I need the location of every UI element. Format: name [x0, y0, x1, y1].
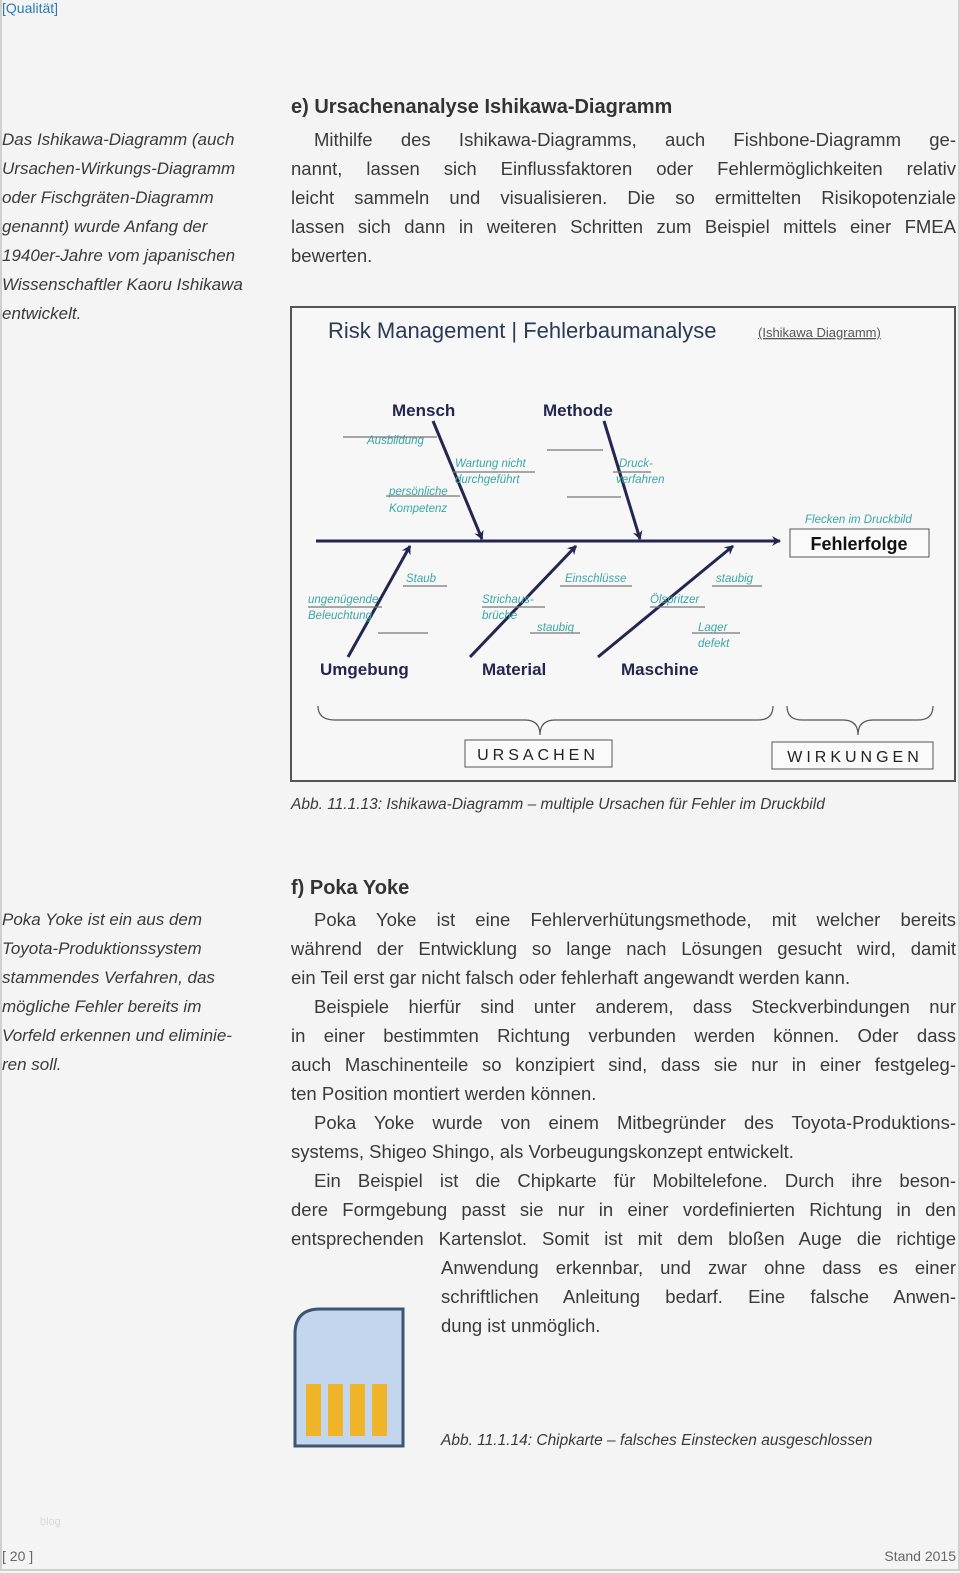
sidenote-line: oder Fischgräten-Diagramm	[2, 188, 214, 207]
ishikawa-diagram	[290, 306, 956, 782]
body-line: während der Entwicklung so lange nach Lösungen gesucht wird, damit	[291, 938, 956, 959]
watermark: blog	[40, 1516, 61, 1528]
sidenote-poka-yoke	[2, 905, 264, 1079]
sidenote-line: genannt) wurde Anfang der	[2, 217, 208, 236]
sidenote-line: Vorfeld erkennen und eliminie-	[2, 1026, 232, 1045]
effects-label: WIRKUNGEN	[787, 749, 923, 766]
sidenote-line: ren soll.	[2, 1055, 62, 1074]
category-umgebung: Umgebung	[320, 660, 409, 679]
body-line: dere Formgebung passt sie nur in einer vordefinierten Richtung in den	[291, 1199, 956, 1220]
sidenote-line: Ursachen-Wirkungs-Diagramm	[2, 159, 236, 178]
cause-label: Wartung nicht	[455, 458, 526, 470]
sidenote-line: entwickelt.	[2, 304, 82, 323]
footer-stand: Stand 2015	[884, 1548, 956, 1564]
figure-caption-chipcard: Abb. 11.1.14: Chipkarte – falsches Einstecken ausgeschlossen	[441, 1432, 873, 1449]
sidenote-line: Poka Yoke ist ein aus dem	[2, 910, 203, 929]
body-line: Poka Yoke ist eine Fehlerverhütungsmethode, mit welcher bereits	[314, 909, 956, 930]
body-line: dung ist unmöglich.	[441, 1315, 601, 1336]
body-line: leicht sammeln und visualisieren. Die so ermittelten Risikopotenziale	[291, 187, 956, 208]
cause-label: Beleuchtung	[308, 610, 372, 622]
cause-label: Strichaus-	[482, 594, 534, 606]
cause-label: Kompetenz	[389, 503, 448, 515]
body-line: auch Maschinenteile so konzipiert sind, dass sie nur in einer festgeleg-	[291, 1054, 956, 1075]
body-line: Beispiele hierfür sind unter anderem, dass Steckverbindungen nur	[314, 996, 956, 1017]
sidenote-line: Das Ishikawa-Diagramm (auch	[2, 130, 235, 149]
cause-label: defekt	[698, 638, 730, 650]
section-header: [Qualität]	[2, 0, 59, 16]
cause-label: Ölspritzer	[650, 594, 700, 606]
diagram-subtitle: (Ishikawa Diagramm)	[758, 325, 881, 340]
category-maschine: Maschine	[621, 660, 699, 679]
diagram-title: Risk Management | Fehlerbaumanalyse	[328, 318, 717, 343]
body-line: nannt, lassen sich Einflussfaktoren oder Fehlermöglichkeiten relativ	[291, 158, 956, 179]
category-methode: Methode	[543, 401, 613, 420]
body-line: schriftlichen Anleitung bedarf. Eine falsche Anwen-	[441, 1286, 956, 1307]
category-material: Material	[482, 660, 547, 679]
body-line: Ein Beispiel ist die Chipkarte für Mobiltelefone. Durch ihre beson-	[314, 1170, 956, 1191]
page-number: [ 20 ]	[2, 1548, 34, 1564]
effect-label: Fehlerfolge	[810, 534, 908, 554]
body-line: Poka Yoke wurde von einem Mitbegründer des Toyota-Produktions-	[314, 1112, 956, 1133]
cause-label: Druck-	[619, 458, 653, 470]
sidenote-line: stammendes Verfahren, das	[2, 968, 215, 987]
body-line: systems, Shigeo Shingo, als Vorbeugungskonzept entwickelt.	[291, 1141, 794, 1162]
cause-label: staubig	[537, 622, 575, 634]
cause-label: durchgeführt	[455, 474, 520, 486]
figure-caption-ishikawa: Abb. 11.1.13: Ishikawa-Diagramm – multiple Ursachen für Fehler im Druckbild	[291, 796, 825, 813]
sidenote-ishikawa	[2, 125, 264, 328]
sidenote-line: 1940er-Jahre vom japanischen	[2, 246, 236, 265]
heading-poka-yoke: f) Poka Yoke	[291, 877, 410, 899]
effect-note: Flecken im Druckbild	[805, 514, 912, 526]
cause-label: staubig	[716, 573, 754, 585]
body-line: in einer bestimmten Richtung verbunden werden können. Oder dass	[291, 1025, 956, 1046]
body-line: entsprechenden Kartenslot. Somit ist mit dem bloßen Auge die richtige	[291, 1228, 956, 1249]
body-line: ein Teil erst gar nicht falsch oder fehlerhaft angewandt werden kann.	[291, 967, 851, 988]
sidenote-line: Toyota-Produktionssystem	[2, 939, 202, 958]
body-line: ten Position montiert werden können.	[291, 1083, 597, 1104]
cause-label: Einschlüsse	[565, 573, 627, 585]
body-line: lassen sich dann in weiteren Schritten zum Beispiel mittels einer FMEA	[291, 216, 956, 237]
body-line: Mithilfe des Ishikawa-Diagramms, auch Fishbone-Diagramm ge-	[314, 129, 956, 150]
chip-card-image	[290, 1304, 410, 1452]
heading-ishikawa: e) Ursachenanalyse Ishikawa-Diagramm	[291, 96, 673, 118]
cause-label: Lager	[698, 622, 728, 634]
cause-label: ungenügende	[308, 594, 379, 606]
causes-label: URSACHEN	[477, 747, 599, 764]
body-line: Anwendung erkennbar, und zwar ohne dass es einer	[441, 1257, 956, 1278]
cause-label: Staub	[406, 573, 437, 585]
cause-label: Ausbildung	[367, 435, 424, 447]
cause-label: persönliche	[389, 486, 448, 498]
cause-label: verfahren	[616, 474, 665, 486]
sidenote-line: mögliche Fehler bereits im	[2, 997, 202, 1016]
sidenote-line: Wissenschaftler Kaoru Ishikawa	[2, 275, 243, 294]
body-line: bewerten.	[291, 245, 373, 266]
category-mensch: Mensch	[392, 401, 456, 420]
cause-label: brüche	[482, 610, 518, 622]
